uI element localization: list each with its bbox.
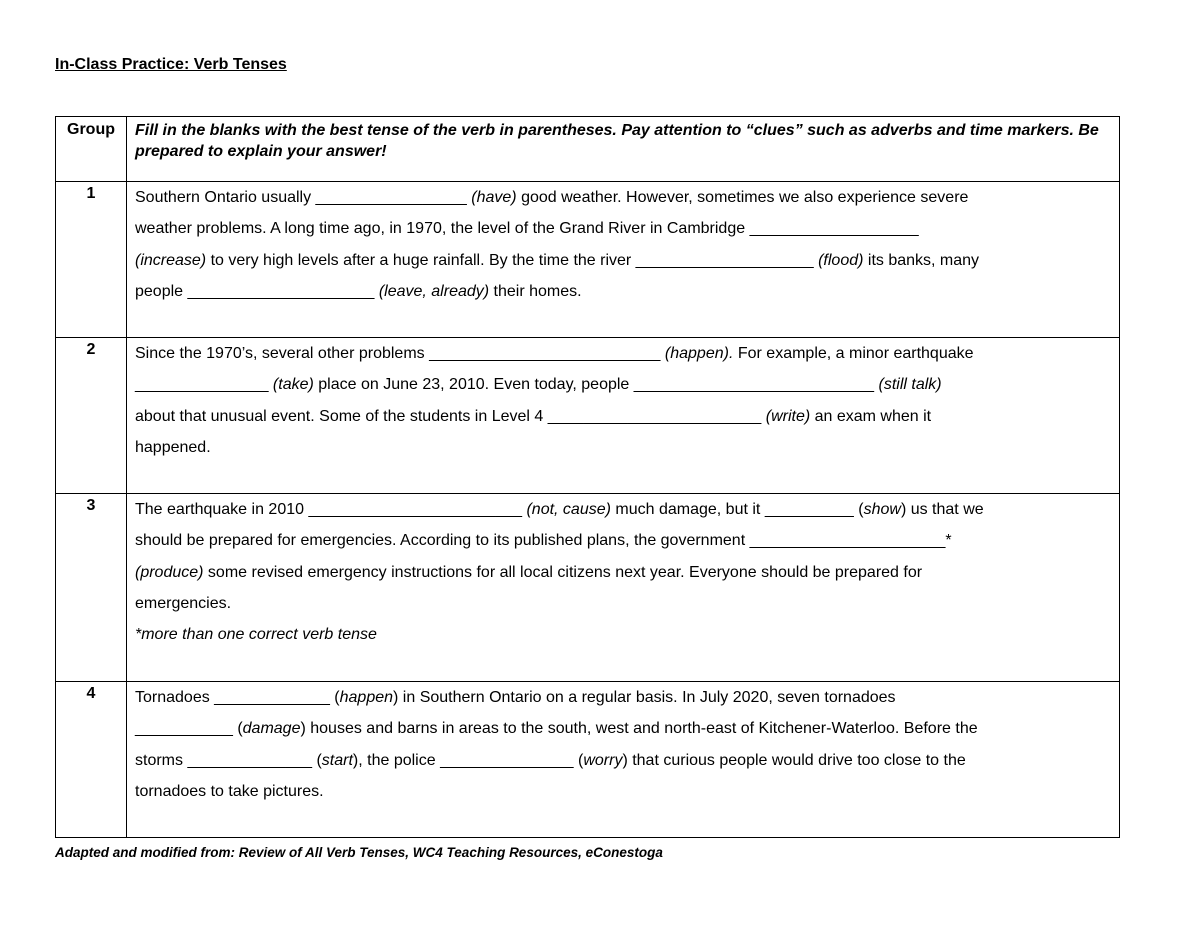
- paragraph-line: [135, 494, 1111, 525]
- text-segment: ) us that we: [900, 501, 984, 518]
- verb-hint: (produce): [135, 563, 204, 581]
- page-title: In-Class Practice: Verb Tenses: [55, 56, 287, 73]
- paragraph-line: [135, 276, 1111, 307]
- paragraph-line: [135, 588, 1111, 619]
- table-row: [56, 494, 1120, 682]
- verb-hint: (leave, already): [378, 282, 490, 300]
- verb-hint: (take): [272, 376, 314, 394]
- verb-hint: *more than one correct verb tense: [135, 626, 377, 644]
- text-segment: its banks, many: [863, 251, 980, 269]
- text-segment: storms ______________ (: [135, 751, 322, 769]
- text-segment: people _____________________: [135, 282, 379, 300]
- table-row: [56, 338, 1120, 494]
- group-number: 3: [56, 494, 127, 682]
- verb-hint: (flood): [818, 251, 864, 269]
- text-segment: For example, a minor earthquake: [733, 345, 974, 362]
- text-segment: ) in Southern Ontario on a regular basis. In July 2020, seven tornadoes: [393, 689, 896, 706]
- verb-hint: happen: [339, 689, 394, 706]
- exercise-paragraph: [127, 338, 1120, 494]
- text-segment: ) that curious people would drive too close to the: [622, 751, 966, 769]
- text-segment: an exam when it: [810, 407, 932, 425]
- exercise-paragraph: [127, 682, 1120, 838]
- verb-hint: (happen).: [664, 345, 734, 362]
- verb-hint: damage: [242, 720, 301, 738]
- text-segment: Southern Ontario usually _________________: [135, 189, 472, 206]
- text-segment: Since the 1970’s, several other problems __________________________: [135, 345, 665, 362]
- paragraph-line: [135, 682, 1111, 713]
- text-segment: weather problems. A long time ago, in 1970, the level of the Grand River in Cambridge ___________________: [135, 220, 919, 238]
- text-segment: some revised emergency instructions for all local citizens next year. Everyone should be prepared for: [203, 563, 923, 581]
- paragraph-line: [135, 776, 1111, 807]
- group-number: 2: [56, 338, 127, 494]
- verb-hint: worry: [583, 751, 623, 769]
- verb-hint: show: [863, 501, 901, 518]
- group-column-header: Group: [56, 117, 127, 182]
- text-segment: to very high levels after a huge rainfall. By the time the river ____________________: [206, 251, 819, 269]
- paragraph-line: [135, 619, 1111, 650]
- verb-hint: (still talk): [878, 376, 942, 394]
- paragraph-line: [135, 525, 1111, 556]
- verb-hint: (write): [765, 407, 811, 425]
- paragraph-line: [135, 432, 1111, 463]
- text-segment: should be prepared for emergencies. According to its published plans, the government ______________________*: [135, 532, 952, 550]
- text-segment: place on June 23, 2010. Even today, people ___________________________: [313, 376, 879, 394]
- instructions: Fill in the blanks with the best tense of the verb in parentheses. Pay attention to “clues” such as adverbs and time markers. Be prepared to explain your answer!: [127, 117, 1120, 182]
- text-segment: ___________ (: [135, 720, 243, 738]
- verb-hint: (increase): [135, 251, 207, 269]
- text-segment: emergencies.: [135, 594, 232, 612]
- text-segment: Tornadoes _____________ (: [135, 689, 340, 706]
- text-segment: The earthquake in 2010 ________________________: [135, 501, 527, 518]
- source-note: Adapted and modified from: Review of All Verb Tenses, WC4 Teaching Resources, eConestoga: [55, 845, 663, 860]
- group-number: 1: [56, 182, 127, 338]
- paragraph-line: [135, 401, 1111, 432]
- paragraph-line: [135, 745, 1111, 776]
- table-row: [56, 682, 1120, 838]
- text-segment: their homes.: [489, 282, 582, 300]
- text-segment: good weather. However, sometimes we also experience severe: [516, 189, 969, 206]
- verb-hint: start: [321, 751, 353, 769]
- paragraph-line: [135, 338, 1111, 369]
- exercise-paragraph: [127, 494, 1120, 682]
- paragraph-line: [135, 557, 1111, 588]
- paragraph-line: [135, 213, 1111, 244]
- paragraph-line: [135, 245, 1111, 276]
- text-segment: much damage, but it __________ (: [610, 501, 864, 518]
- text-segment: tornadoes to take pictures.: [135, 782, 324, 800]
- text-segment: about that unusual event. Some of the students in Level 4 ________________________: [135, 407, 766, 425]
- exercise-table: [55, 116, 1120, 838]
- text-segment: _______________: [135, 376, 273, 394]
- group-number: 4: [56, 682, 127, 838]
- paragraph-line: [135, 369, 1111, 400]
- table-header-row: [56, 117, 1120, 182]
- paragraph-line: [135, 713, 1111, 744]
- table-row: [56, 182, 1120, 338]
- exercise-paragraph: [127, 182, 1120, 338]
- verb-hint: (not, cause): [526, 501, 611, 518]
- paragraph-line: [135, 182, 1111, 213]
- text-segment: ), the police _______________ (: [352, 751, 584, 769]
- text-segment: happened.: [135, 438, 211, 456]
- verb-hint: (have): [471, 189, 517, 206]
- text-segment: ) houses and barns in areas to the south, west and north-east of Kitchener-Waterloo. Before the: [300, 720, 978, 738]
